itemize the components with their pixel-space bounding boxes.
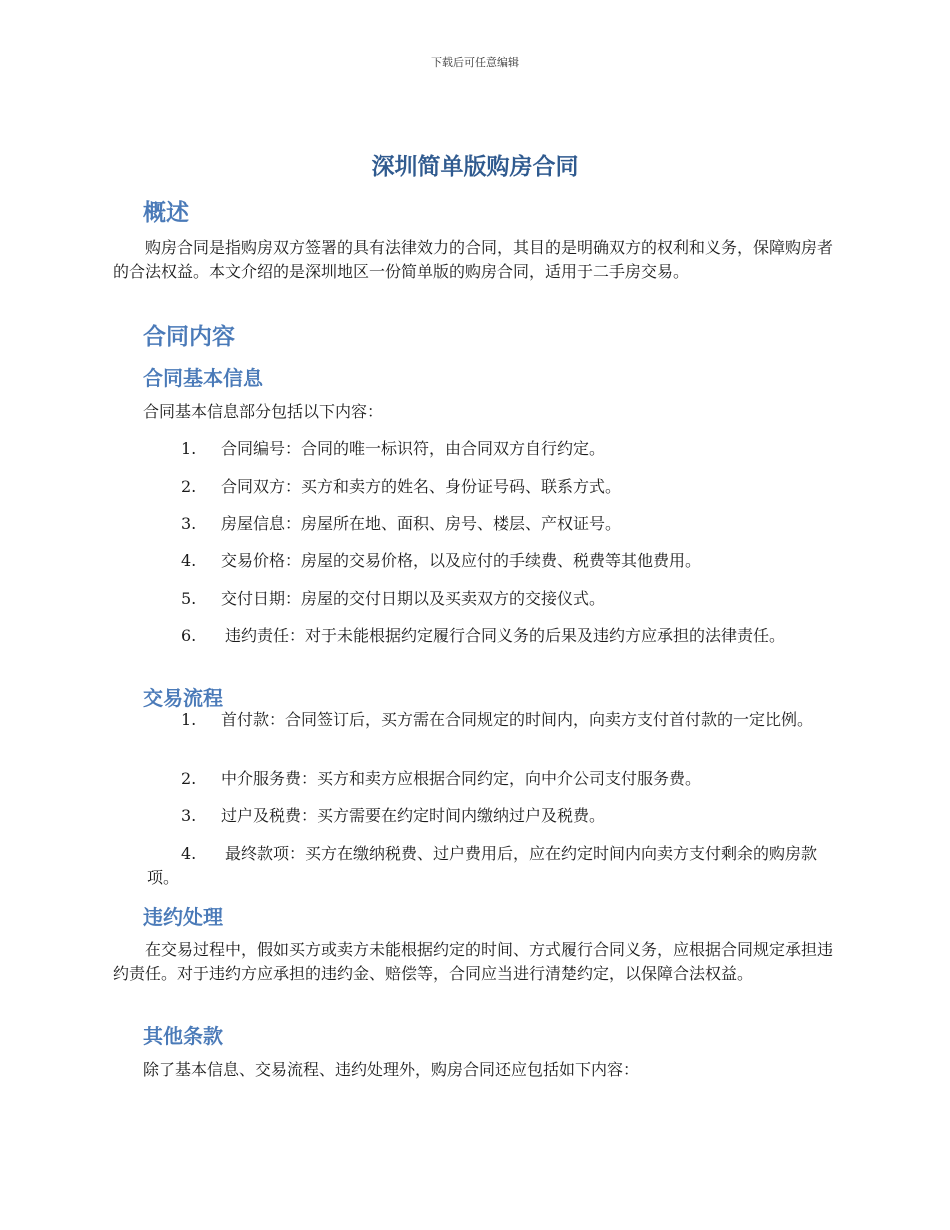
page-header: 下载后可任意编辑 [431, 56, 519, 69]
list-item [147, 475, 841, 499]
list-item-text: 过户及税费：买方需要在约定时间内缴纳过户及税费。 [221, 806, 606, 825]
list-item-text: 违约责任：对于未能根据约定履行合同义务的后果及违约方应承担的法律责任。 [225, 626, 786, 645]
list-item [147, 842, 841, 890]
list-item-number: 5. [181, 589, 197, 608]
list-item [147, 549, 841, 573]
list-item-text: 最终款项：买方在缴纳税费、过户费用后，应在约定时间内向卖方支付剩余的购房款项。 [147, 844, 818, 887]
heading-breach-handling: 违约处理 [143, 905, 223, 929]
other-clauses-intro: 除了基本信息、交易流程、违约处理外，购房合同还应包括如下内容： [143, 1060, 640, 1079]
list-item [147, 624, 841, 648]
list-item [147, 804, 841, 828]
list-item-number: 4. [181, 844, 197, 863]
list-item [147, 512, 841, 536]
list-item-number: 4. [181, 551, 197, 570]
basic-info-intro: 合同基本信息部分包括以下内容： [143, 402, 384, 421]
list-item-number: 2. [181, 769, 197, 788]
heading-overview: 概述 [143, 200, 189, 226]
list-item-text: 合同编号：合同的唯一标识符，由合同双方自行约定。 [221, 439, 606, 458]
overview-paragraph: 购房合同是指购房双方签署的具有法律效力的合同，其目的是明确双方的权利和义务，保障购房者的合法权益。本文介绍的是深圳地区一份简单版的购房合同，适用于二手房交易。 [113, 238, 834, 281]
list-item [147, 587, 841, 611]
list-item-number: 1. [181, 439, 197, 458]
heading-contract-content: 合同内容 [143, 324, 235, 350]
list-item-number: 3. [181, 514, 197, 533]
list-item [147, 437, 841, 461]
list-item-text: 房屋信息：房屋所在地、面积、房号、楼层、产权证号。 [221, 514, 622, 533]
heading-transaction-process: 交易流程 [143, 686, 223, 710]
list-item-number: 2. [181, 477, 197, 496]
list-item-text: 交付日期：房屋的交付日期以及买卖双方的交接仪式。 [221, 589, 606, 608]
breach-paragraph: 在交易过程中，假如买方或卖方未能根据约定的时间、方式履行合同义务，应根据合同规定承担违约责任。对于违约方应承担的违约金、赔偿等，合同应当进行清楚约定，以保障合法权益。 [113, 940, 834, 983]
list-item-text: 合同双方：买方和卖方的姓名、身份证号码、联系方式。 [221, 477, 622, 496]
heading-basic-info: 合同基本信息 [143, 366, 263, 390]
list-item-number: 6. [181, 626, 197, 645]
document-title: 深圳简单版购房合同 [371, 154, 579, 180]
list-item-text: 首付款：合同签订后，买方需在合同规定的时间内，向卖方支付首付款的一定比例。 [221, 710, 814, 729]
list-item-number: 1. [181, 710, 197, 729]
list-item-text: 交易价格：房屋的交易价格，以及应付的手续费、税费等其他费用。 [221, 551, 702, 570]
list-item-number: 3. [181, 806, 197, 825]
list-item [147, 767, 841, 791]
list-item-text: 中介服务费：买方和卖方应根据合同约定，向中介公司支付服务费。 [221, 769, 702, 788]
heading-other-clauses: 其他条款 [143, 1024, 223, 1048]
list-item [147, 708, 841, 732]
